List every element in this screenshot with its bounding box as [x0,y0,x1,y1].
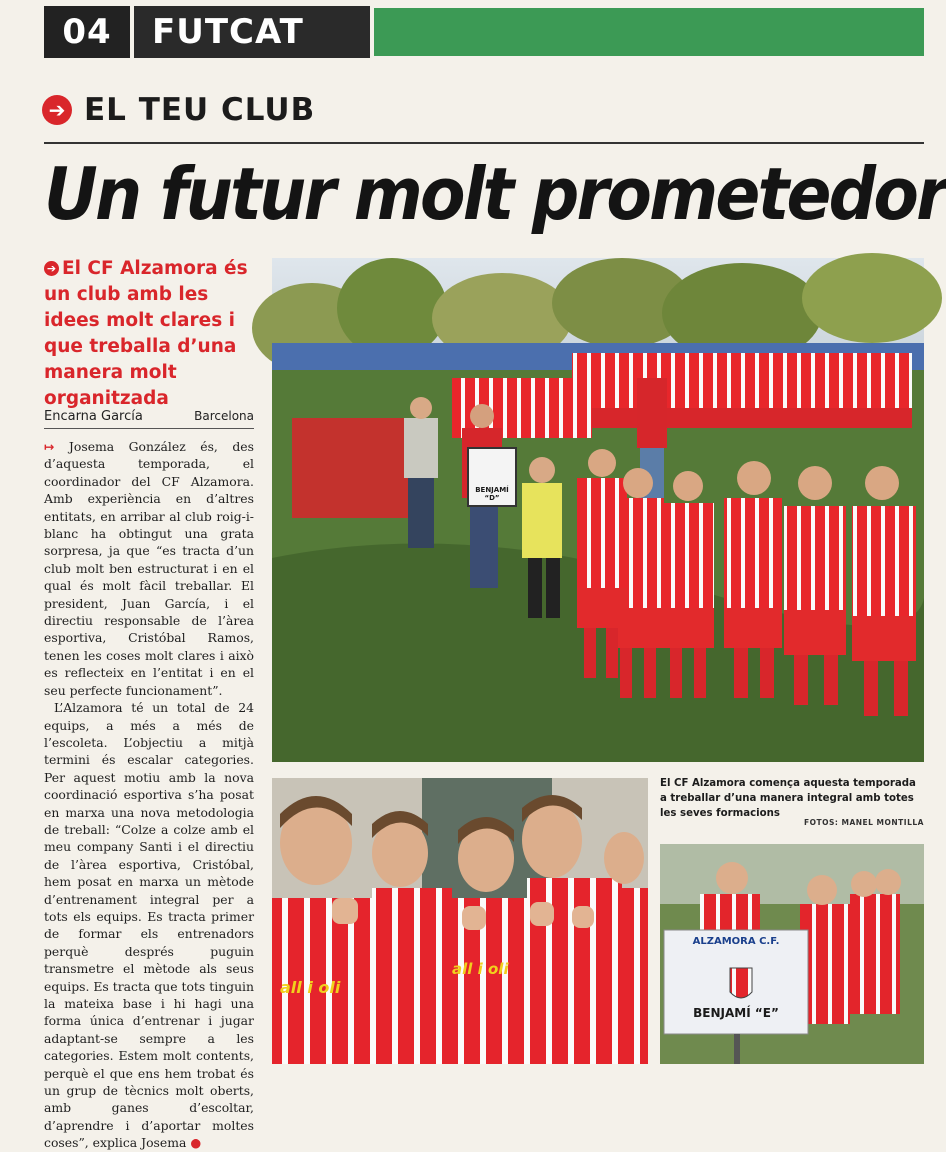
byline [44,406,254,426]
kicker-label: EL TEU CLUB [84,92,316,128]
arrow-right-circle-icon: ➔ [44,261,59,276]
end-mark-icon: ● [190,1135,202,1151]
team-sign-photo [660,844,924,1064]
sign-club-name: ALZAMORA C.F. [692,936,780,947]
team-sign-label: BENJAMÍ “D” [475,486,509,502]
team-lineup-illustration [272,258,924,762]
body-paragraph: ↦ Josema González és, des d’aquesta temporada, el coordinador del CF Alzamora. Amb experiència en d’altres entitats, en arribar al club roig-i-blanc ha obtingut una grata sorpresa, ja que “es tracta d’un club molt ben estructurat i en el qual és molt fàcil treballar. El president, Juan García, i el directiu responsable de l’àrea esportiva, Cristóbal Ramos, tenen les coses molt clares i això es reflecteix en l’entitat i en el seu perfecte funcionament”. [44,439,254,698]
headline: Un futur molt prometedor [44,152,946,236]
sign-team-name: BENJAMÍ “E” [693,1006,779,1020]
byline-author: Encarna García [44,408,143,424]
section-header [44,6,924,58]
byline-rule [44,428,254,429]
article-body [44,438,254,1151]
byline-location: Barcelona [194,409,254,423]
headline-rule [44,142,924,144]
arrow-right-circle-icon: ➔ [42,95,72,125]
body-paragraph: L’Alzamora té un total de 24 equips, a més a més de l’escoleta. L’objectiu a mitjà termini és escalar categories. Per aquest motiu amb la nova coordinació esportiva s’ha posat en marxa una nova metodologia de treball: “Colze a colze amb el meu company Santi i el directiu de l’àrea esportiva, Cristóbal, hem posat en marxa un mètode d’entrenament integral per a tots els equips. Es tracta primer de formar els entrenadors perquè després puguin transmetre el mètode als seus equips. Es tracta que tots tinguin la mateixa base i hi hagi una forma única d’entrenar i jugar adaptant-se sempre a les categories. Estem molt contents, perquè el que ens hem trobat és un grup de tècnics molt oberts, amb ganes d’escoltar, d’aprendre i d’aportar moltes coses”, explica Josema ● [44,700,254,1151]
kids-thumbs-up-photo [272,778,648,1064]
kids-group-illustration [272,778,648,1064]
paragraph-arrow-icon: ↦ [44,439,55,454]
header-green-bar [374,8,924,56]
page-number: 04 [44,6,130,58]
photo-caption: El CF Alzamora comença aquesta temporada a treballar d’una manera integral amb totes les seves formacions [660,778,916,819]
team-sign-illustration [660,844,924,1064]
photo-credit: FOTOS: MANEL MONTILLA [804,818,924,827]
kicker [42,90,315,130]
sponsor-logo: all i oli [452,960,509,978]
main-team-photo [272,258,924,762]
section-name: FUTCAT [134,6,370,58]
sponsor-logo: all i oli [280,978,341,997]
subhead [44,256,258,412]
subhead-text: El CF Alzamora és un club amb les idees molt clares i que treballa d’una manera molt organitzada [44,258,248,409]
